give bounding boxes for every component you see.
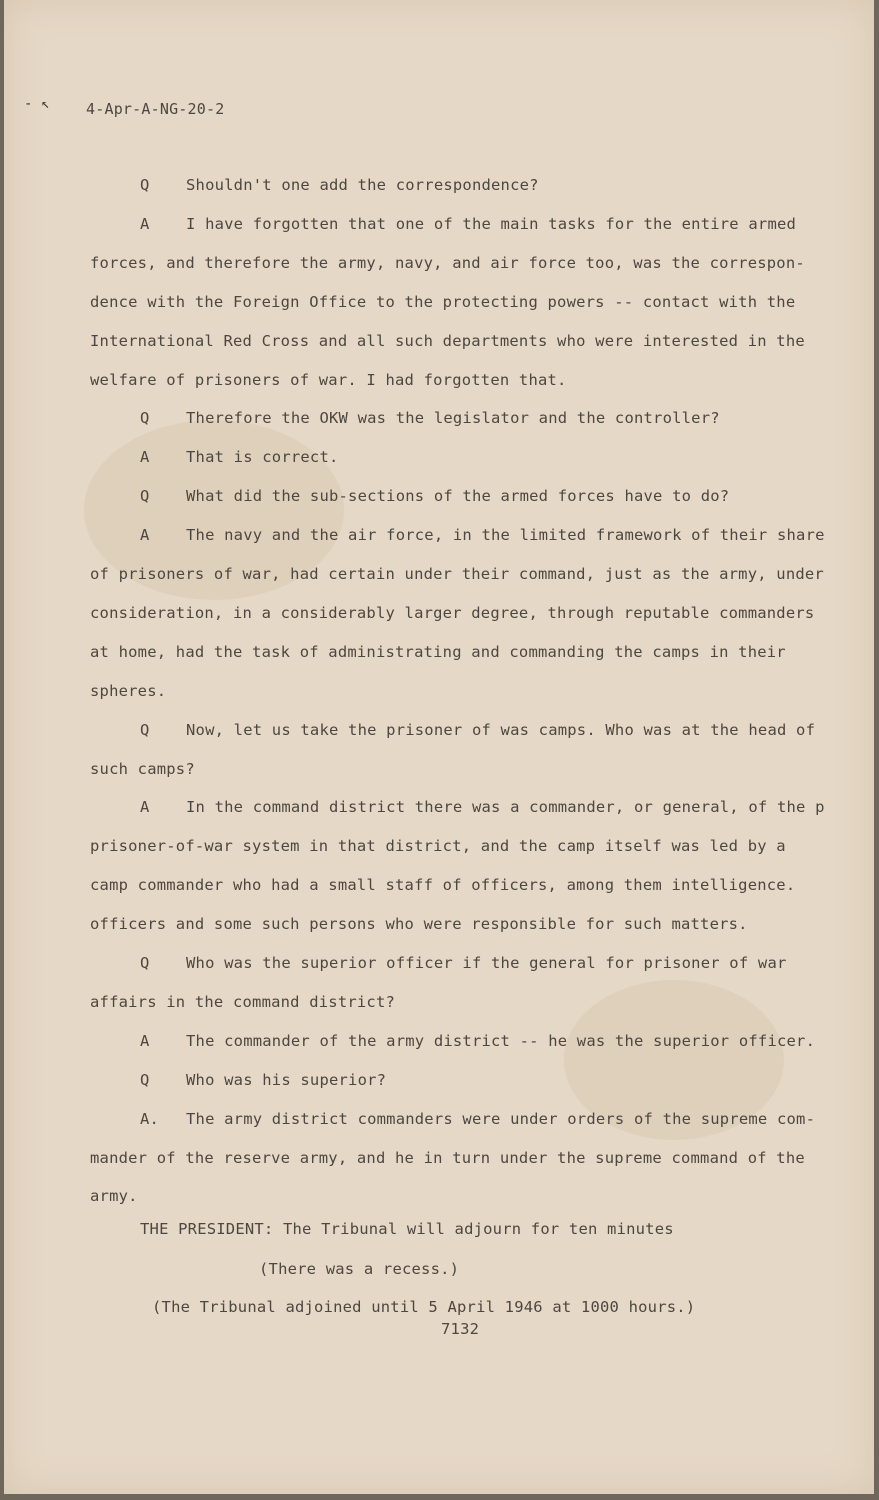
speaker-label: Q: [140, 720, 150, 739]
transcript-line: forces, and therefore the army, navy, and air force too, was the correspon-: [90, 253, 805, 272]
president-statement: THE PRESIDENT: The Tribunal will adjourn for ten minutes: [140, 1220, 674, 1238]
speaker-label: A: [140, 798, 150, 817]
speaker-label: A.: [140, 1109, 160, 1128]
speaker-label: Q: [140, 1070, 150, 1089]
speaker-label: Q: [140, 409, 150, 428]
speaker-label: Q: [140, 954, 150, 972]
header-mark: - ↖: [24, 96, 50, 112]
transcript-line: In the command district there was a commander, or general, of the p: [186, 798, 825, 817]
speaker-label: Q: [140, 487, 150, 506]
recess-note: (There was a recess.): [259, 1260, 460, 1278]
transcript-line: dence with the Foreign Office to the protecting powers -- contact with the: [90, 292, 796, 311]
transcript-line: That is correct.: [186, 448, 339, 467]
adjournment-note: (The Tribunal adjoined until 5 April 1946 at 1000 hours.): [152, 1298, 696, 1316]
transcript-line: affairs in the command district?: [90, 992, 396, 1011]
document-page: [4, 0, 874, 1494]
transcript-line: consideration, in a considerably larger degree, through reputable commanders: [90, 603, 815, 622]
transcript-line: spheres.: [90, 681, 167, 700]
speaker-label: A: [140, 526, 150, 545]
transcript-line: The commander of the army district -- he was the superior officer.: [186, 1031, 816, 1050]
transcript-line: Who was his superior?: [186, 1070, 387, 1089]
transcript-line: at home, had the task of administrating and commanding the camps in their: [90, 642, 786, 661]
transcript-line: Who was the superior officer if the general for prisoner of war: [186, 954, 787, 972]
transcript-line: prisoner-of-war system in that district, and the camp itself was led by a: [90, 837, 786, 856]
transcript-line: The navy and the air force, in the limited framework of their share: [186, 526, 825, 545]
header-reference: 4-Apr-A-NG-20-2: [86, 100, 225, 118]
transcript-line: Shouldn't one add the correspondence?: [186, 176, 539, 194]
transcript-line: camp commander who had a small staff of officers, among them intelligence.: [90, 876, 796, 895]
page-number: 7132: [441, 1320, 480, 1338]
transcript-line: such camps?: [90, 759, 195, 778]
transcript-line: welfare of prisoners of war. I had forgotten that.: [90, 370, 567, 389]
speaker-label: Q: [140, 176, 150, 194]
transcript-line: officers and some such persons who were responsible for such matters.: [90, 915, 748, 934]
transcript-line: I have forgotten that one of the main tasks for the entire armed: [186, 214, 797, 233]
transcript-line: Now, let us take the prisoner of was camps. Who was at the head of: [186, 720, 816, 739]
transcript-line: The army district commanders were under orders of the supreme com-: [186, 1109, 816, 1128]
transcript-line: army.: [90, 1187, 138, 1206]
speaker-label: A: [140, 214, 150, 233]
transcript-line: What did the sub-sections of the armed forces have to do?: [186, 487, 730, 506]
transcript-line: International Red Cross and all such departments who were interested in the: [90, 331, 805, 350]
transcript-line: of prisoners of war, had certain under their command, just as the army, under: [90, 565, 824, 583]
transcript-line: Therefore the OKW was the legislator and the controller?: [186, 409, 720, 428]
transcript-line: mander of the reserve army, and he in turn under the supreme command of the: [90, 1148, 805, 1167]
speaker-label: A: [140, 448, 150, 467]
speaker-label: A: [140, 1031, 150, 1050]
